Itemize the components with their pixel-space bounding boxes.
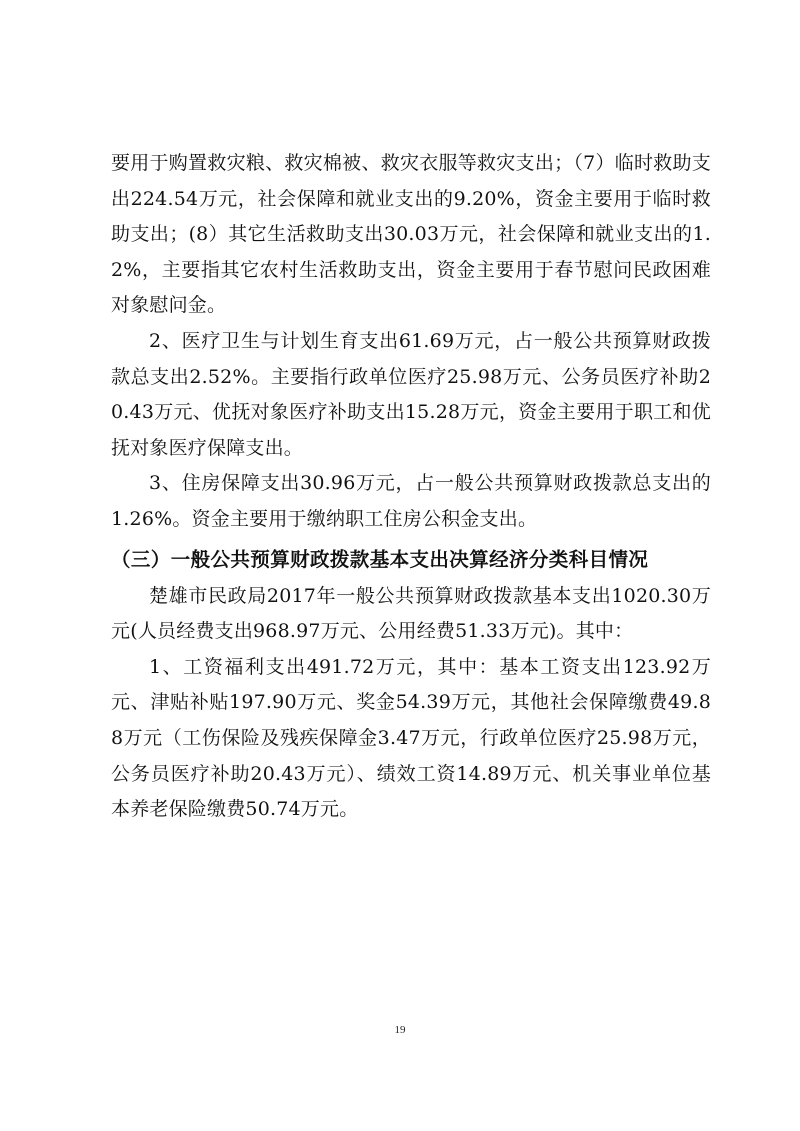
- page-number: 19: [394, 1024, 406, 1036]
- paragraph-wage-welfare: 1、工资福利支出491.72万元，其中：基本工资支出123.92万元、津贴补贴197.90万元、奖金54.39万元，其他社会保障缴费49.88万元（工伤保险及残疾保障金3.47万元，行政单位医疗25.98万元，公务员医疗补助20.43万元）、绩效工资14.89万元、机关事业单位基本养老保险缴费50.74万元。: [111, 655, 711, 821]
- paragraph-housing-spending: 3、住房保障支出30.96万元，占一般公共预算财政拨款总支出的1.26%。资金主要用于缴纳职工住房公积金支出。: [111, 472, 711, 530]
- document-body: [111, 146, 711, 828]
- paragraph-relief-spending: 要用于购置救灾粮、救灾棉被、救灾衣服等救灾支出；（7）临时救助支出224.54万元，社会保障和就业支出的9.20%，资金主要用于临时救助支出；(8）其它生活救助支出30.03万元，社会保障和就业支出的1.2%，主要指其它农村生活救助支出，资金主要用于春节慰问民政困难对象慰问金。: [111, 152, 711, 317]
- paragraph-basic-expenditure: 楚雄市民政局2017年一般公共预算财政拨款基本支出1020.30万元(人员经费支出968.97万元、公用经费51.33万元)。其中：: [111, 584, 711, 643]
- section-heading: （三）一般公共预算财政拨款基本支出决算经济分类科目情况: [111, 547, 649, 571]
- paragraph-health-spending: 2、医疗卫生与计划生育支出61.69万元，占一般公共预算财政拨款总支出2.52%。主要指行政单位医疗25.98万元、公务员医疗补助20.43万元、优抚对象医疗补助支出15.28万元，资金主要用于职工和优抚对象医疗保障支出。: [111, 329, 711, 459]
